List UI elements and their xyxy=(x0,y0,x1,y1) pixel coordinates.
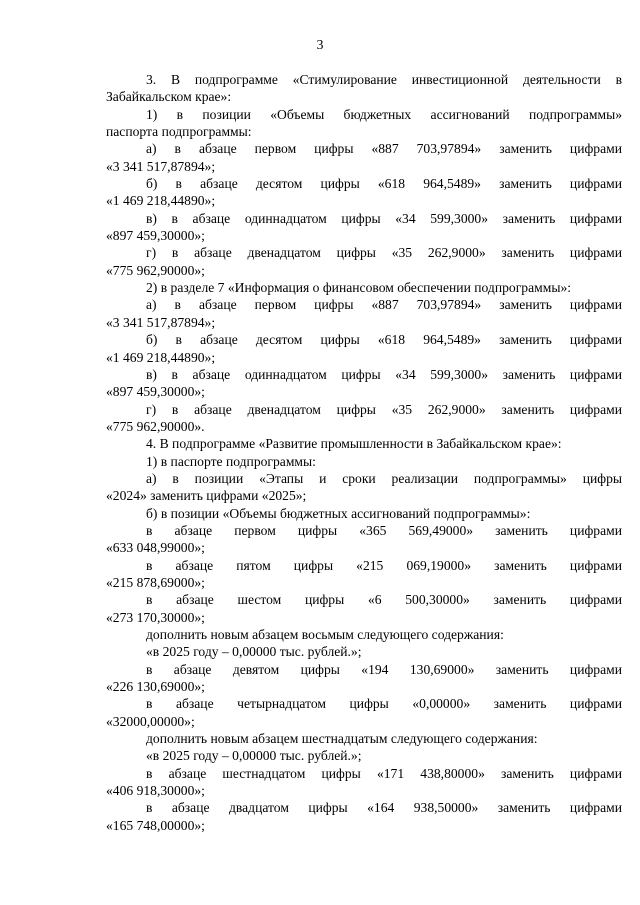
page-number: 3 xyxy=(316,38,324,53)
text-line: б) в позиции «Объемы бюджетных ассигнований подпрограммы»: xyxy=(146,505,531,521)
text-line: «273 170,30000»; xyxy=(106,609,205,625)
text-line: в абзаце двадцатом цифры «164 938,50000» заменить цифрами xyxy=(146,800,622,816)
text-line: «1 469 218,44890»; xyxy=(106,193,216,209)
text-line: 4. В подпрограмме «Развитие промышленности в Забайкальском крае»: xyxy=(146,436,562,452)
text-line: «в 2025 году – 0,00000 тыс. рублей.»; xyxy=(146,748,362,764)
text-line: г) в абзаце двенадцатом цифры «35 262,9000» заменить цифрами xyxy=(146,401,622,417)
text-line: 1) в позиции «Объемы бюджетных ассигнований подпрограммы» xyxy=(146,106,622,122)
text-line: «633 048,99000»; xyxy=(106,540,205,556)
text-line: Забайкальском крае»: xyxy=(106,89,232,105)
text-line: в абзаце пятом цифры «215 069,19000» заменить цифрами xyxy=(146,557,622,573)
text-line: дополнить новым абзацем восьмым следующего содержания: xyxy=(146,627,504,642)
text-line: «215 878,69000»; xyxy=(106,574,205,590)
text-line: «в 2025 году – 0,00000 тыс. рублей.»; xyxy=(146,644,362,660)
text-line: б) в абзаце десятом цифры «618 964,5489» заменить цифрами xyxy=(146,176,622,192)
text-line: «32000,00000»; xyxy=(106,713,195,729)
text-line: 3. В подпрограмме «Стимулирование инвестиционной деятельности в xyxy=(146,72,622,87)
document-body xyxy=(106,71,622,834)
text-line: в абзаце первом цифры «365 569,49000» заменить цифрами xyxy=(146,522,622,538)
text-line: г) в абзаце двенадцатом цифры «35 262,9000» заменить цифрами xyxy=(146,245,622,261)
text-line: «3 341 517,87894»; xyxy=(106,158,216,174)
text-line: «226 130,69000»; xyxy=(106,679,205,695)
text-line: а) в абзаце первом цифры «887 703,97894» заменить цифрами xyxy=(146,297,622,313)
text-line: «165 748,00000»; xyxy=(106,817,205,833)
text-line: «897 459,30000»; xyxy=(106,228,205,244)
text-line: в) в абзаце одиннадцатом цифры «34 599,3000» заменить цифрами xyxy=(146,210,622,226)
text-line: «2024» заменить цифрами «2025»; xyxy=(106,488,307,504)
text-line: «3 341 517,87894»; xyxy=(106,314,216,330)
text-line: в абзаце девятом цифры «194 130,69000» заменить цифрами xyxy=(146,661,622,677)
text-line: а) в позиции «Этапы и сроки реализации подпрограммы» цифры xyxy=(146,470,622,486)
text-line: 1) в паспорте подпрограммы: xyxy=(146,453,316,469)
text-line: «775 962,90000»; xyxy=(106,262,205,278)
text-line: в) в абзаце одиннадцатом цифры «34 599,3000» заменить цифрами xyxy=(146,366,622,382)
text-line: «1 469 218,44890»; xyxy=(106,349,216,365)
text-line: паспорта подпрограммы: xyxy=(106,124,252,140)
text-line: 2) в разделе 7 «Информация о финансовом обеспечении подпрограммы»: xyxy=(146,280,572,296)
text-line: в абзаце шестом цифры «6 500,30000» заменить цифрами xyxy=(146,592,622,608)
text-line: в абзаце четырнадцатом цифры «0,00000» заменить цифрами xyxy=(146,696,622,712)
text-line: «775 962,90000». xyxy=(106,418,205,434)
text-line: дополнить новым абзацем шестнадцатым следующего содержания: xyxy=(146,731,538,747)
text-line: «897 459,30000»; xyxy=(106,384,205,400)
text-line: «406 918,30000»; xyxy=(106,783,205,799)
text-line: а) в абзаце первом цифры «887 703,97894» заменить цифрами xyxy=(146,141,622,157)
text-line: б) в абзаце десятом цифры «618 964,5489» заменить цифрами xyxy=(146,332,622,348)
text-line: в абзаце шестнадцатом цифры «171 438,80000» заменить цифрами xyxy=(146,765,622,781)
